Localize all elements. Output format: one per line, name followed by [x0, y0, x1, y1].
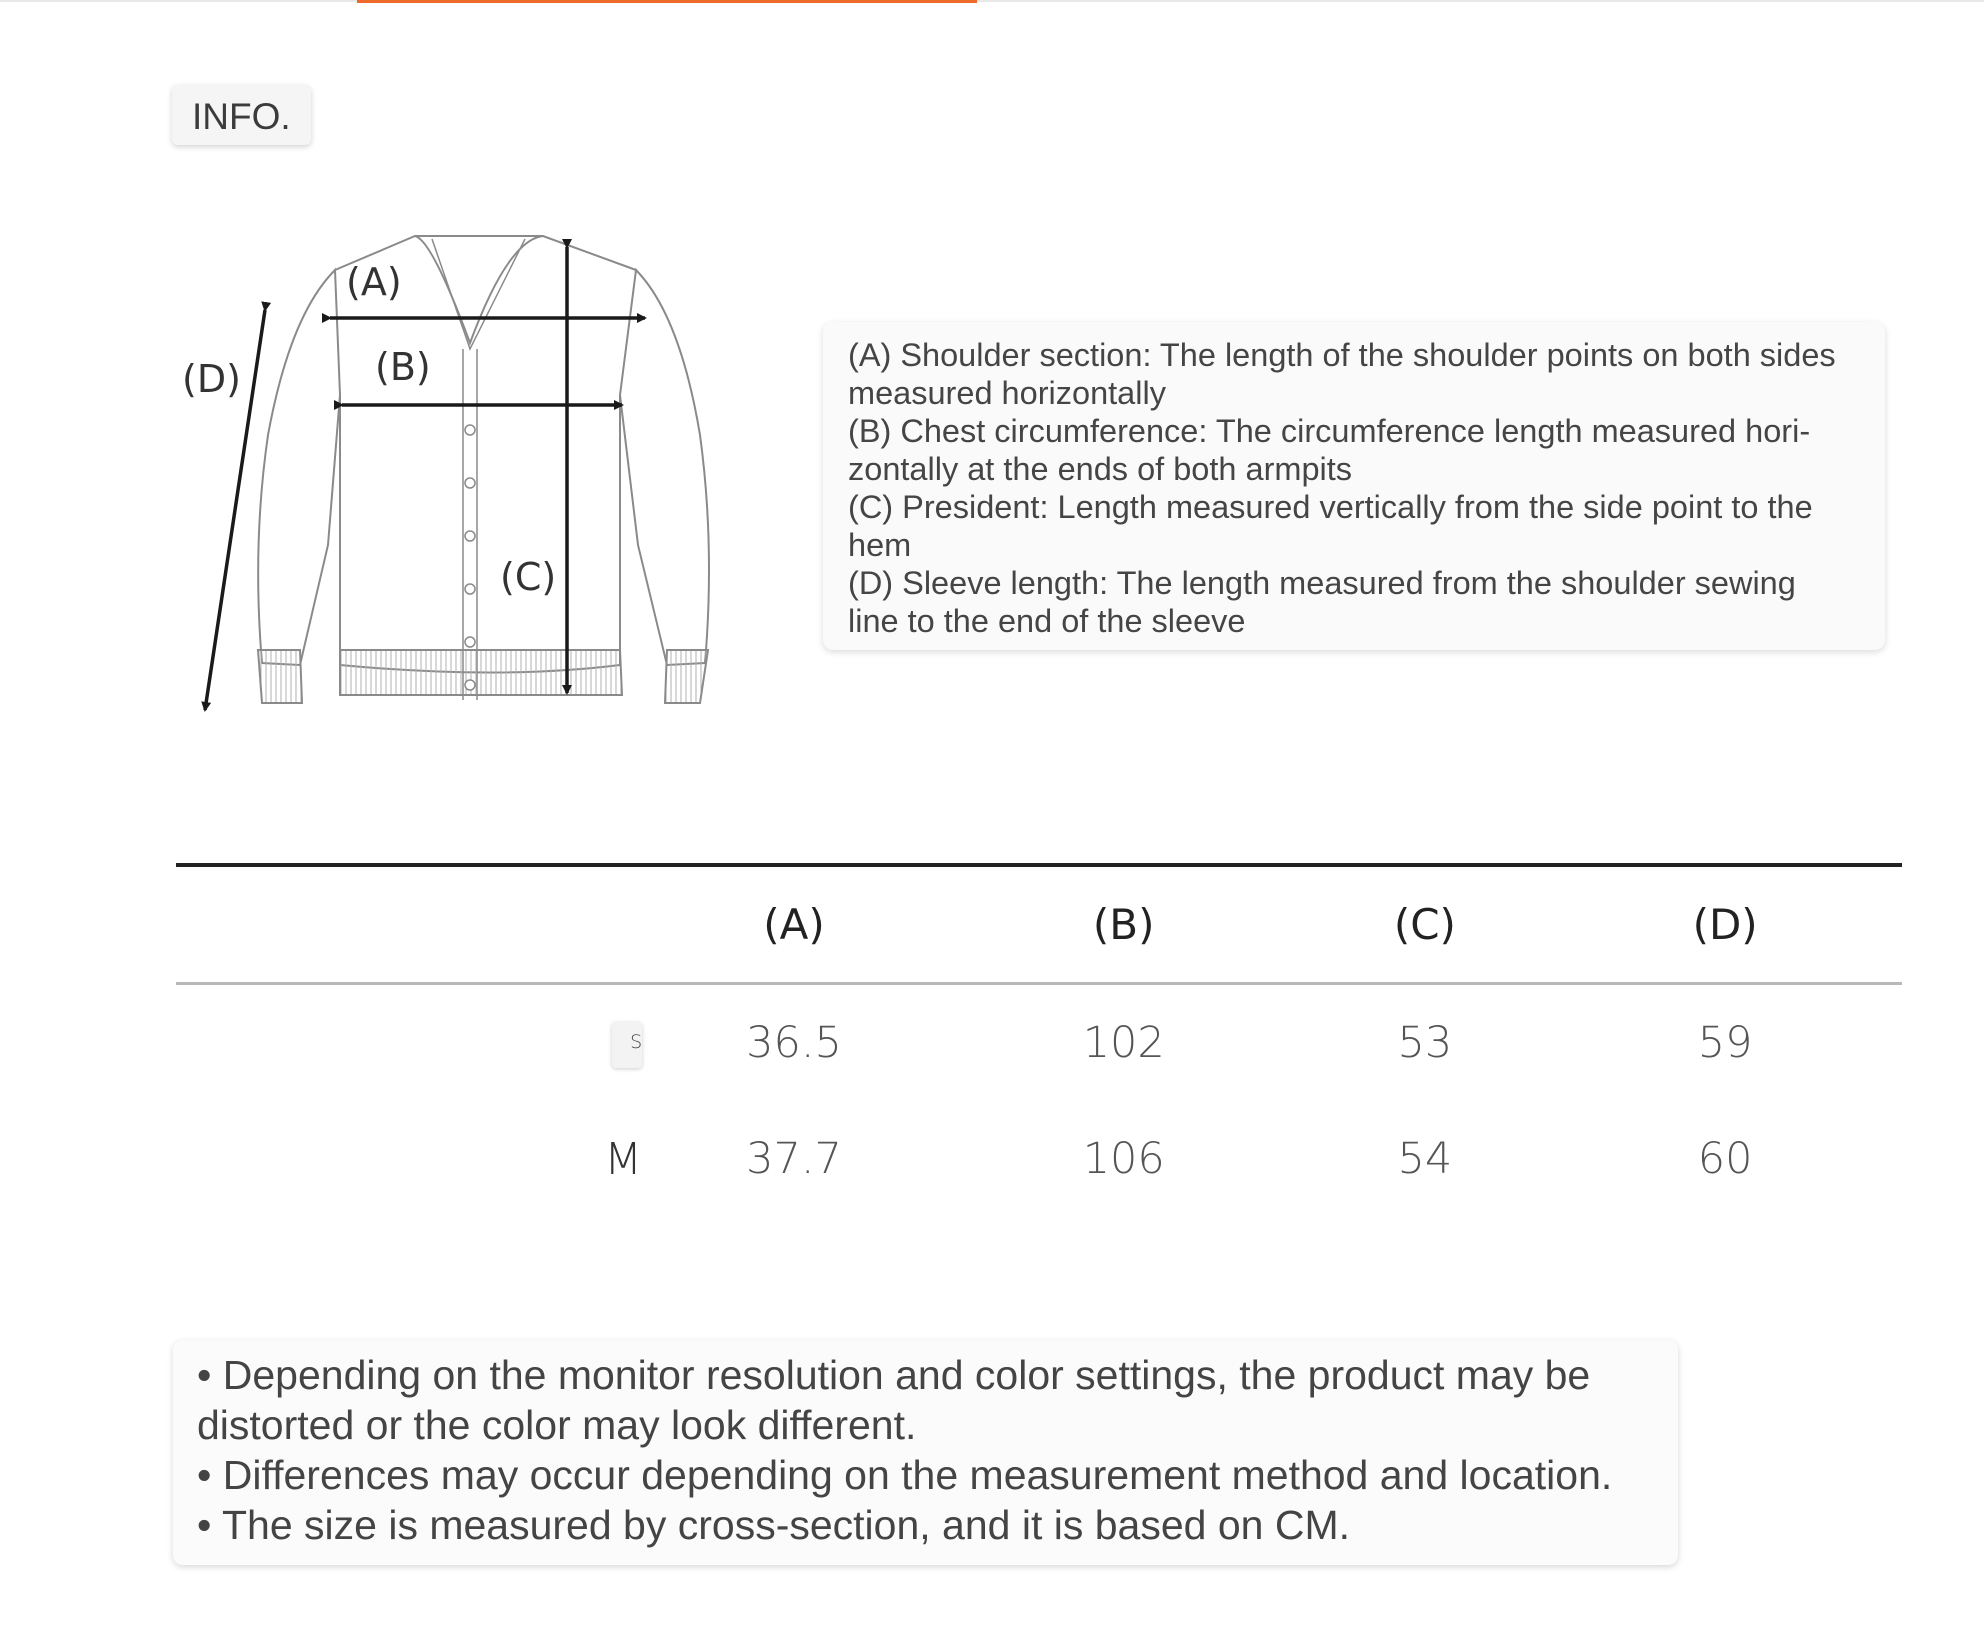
cardigan-outline [258, 236, 709, 700]
header-size [176, 865, 642, 984]
table-row [176, 1101, 1902, 1217]
legend-line: (A) Shoulder section: The length of the shoulder points on both sides [848, 337, 1836, 373]
value-c: 54 [1397, 1134, 1453, 1184]
legend-line: (C) President: Length measured vertically from the side point to the [848, 489, 1813, 525]
top-divider [0, 0, 1984, 2]
note-line: • The size is measured by cross-section, and it is based on CM. [197, 1502, 1350, 1548]
table-row [176, 984, 1902, 1102]
label-a: (A) [346, 260, 402, 304]
header-b: (B) [946, 865, 1302, 984]
value-b: 106 [1082, 1134, 1165, 1184]
value-a: 36.5 [746, 1018, 842, 1068]
info-label: INFO. [172, 85, 311, 145]
header-d: (D) [1548, 865, 1902, 984]
note-line: • Differences may occur depending on the measurement method and location. [197, 1452, 1613, 1498]
legend-line: zontally at the ends of both armpits [848, 451, 1353, 487]
size-m-label: M [604, 1133, 643, 1185]
right-cuff [665, 650, 708, 703]
value-a: 37.7 [746, 1134, 842, 1184]
note-line: • Depending on the monitor resolution and color settings, the product may be [197, 1352, 1591, 1398]
legend-line: line to the end of the sleeve [848, 603, 1246, 639]
size-label-cell [176, 984, 642, 1102]
label-b: (B) [375, 345, 431, 389]
legend-line: measured horizontally [848, 375, 1166, 411]
size-table [176, 863, 1902, 1217]
value-b: 102 [1082, 1018, 1165, 1068]
legend-line: (D) Sleeve length: The length measured from the shoulder sewing [848, 565, 1796, 601]
header-a: (A) [642, 865, 946, 984]
label-d: (D) [182, 357, 241, 401]
measurement-legend [823, 322, 1885, 650]
value-c: 53 [1397, 1018, 1453, 1068]
value-d: 59 [1697, 1018, 1753, 1068]
notes-box [173, 1340, 1678, 1565]
legend-line: (B) Chest circumference: The circumference length measured hori- [848, 413, 1811, 449]
size-label-cell [176, 1101, 642, 1217]
table-header-row [176, 865, 1902, 984]
left-cuff [258, 650, 302, 703]
header-c: (C) [1302, 865, 1549, 984]
cardigan-diagram [170, 225, 730, 725]
legend-line: hem [848, 527, 912, 563]
active-tab-indicator [357, 0, 977, 3]
bottom-ribbing [340, 650, 622, 695]
note-line: distorted or the color may look different. [197, 1402, 917, 1448]
size-s-label: S [612, 1022, 642, 1068]
value-d: 60 [1697, 1134, 1753, 1184]
label-c: (C) [500, 555, 557, 599]
